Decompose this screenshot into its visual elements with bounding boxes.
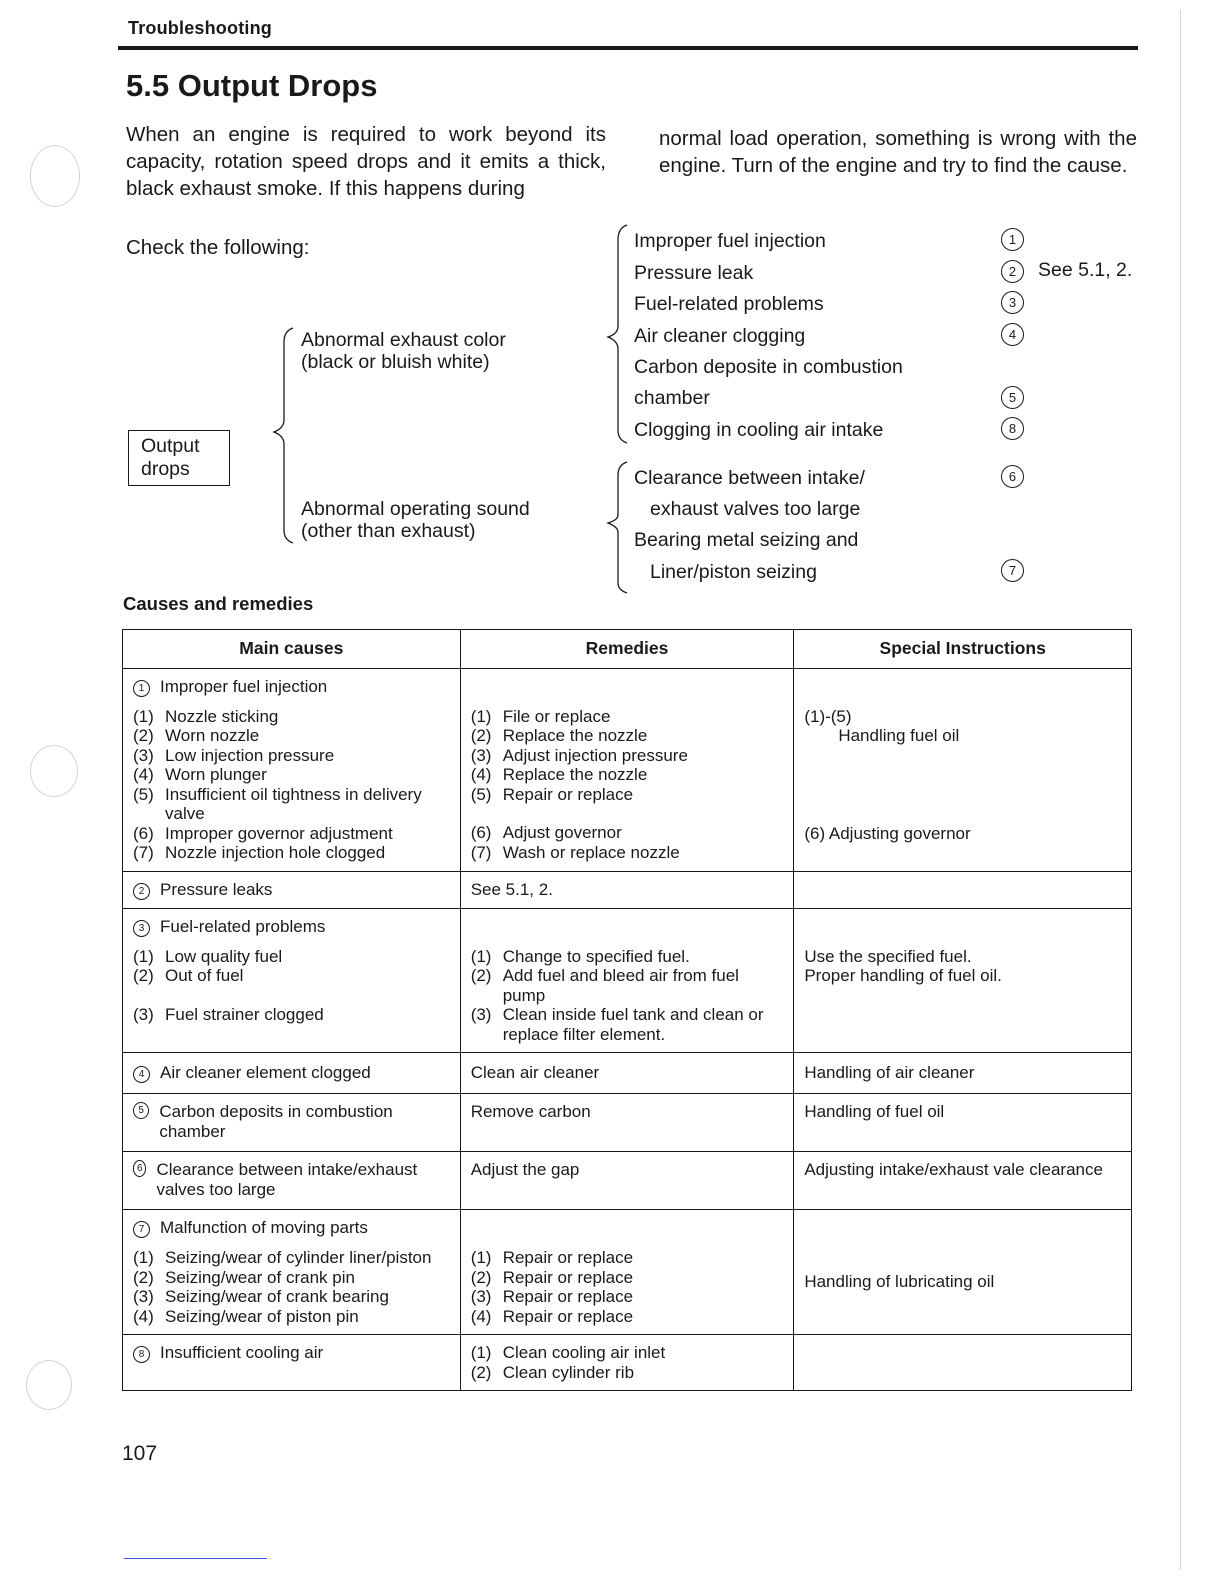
item-number: (3)	[470, 745, 492, 765]
table-row	[123, 668, 1132, 871]
list-item	[471, 1248, 784, 1268]
table-row	[123, 1335, 1132, 1391]
cause-cell	[123, 1335, 461, 1391]
special-text: Use the specified fuel.	[804, 946, 972, 966]
causes-heading: Causes and remedies	[123, 593, 314, 614]
table-header-row	[123, 630, 1132, 669]
item-text: Out of fuel	[165, 966, 244, 985]
cause-line: Pressure leak	[634, 262, 754, 284]
table-row	[123, 1210, 1132, 1335]
item-number: (3)	[470, 1287, 492, 1306]
number-circle: 7	[1001, 559, 1024, 582]
number-circle: 7	[133, 1221, 150, 1238]
number-circle: 1	[1001, 228, 1024, 251]
item-text: Low injection pressure	[165, 745, 335, 765]
item-text: Repair or replace	[502, 1267, 634, 1287]
item-number: (4)	[470, 1306, 492, 1326]
number-circle: 3	[1001, 291, 1024, 314]
cause-line: Air cleaner clogging	[634, 325, 806, 347]
item-number: (2)	[470, 1267, 492, 1287]
special-cell: Adjusting intake/exhaust vale clearance	[794, 1152, 1132, 1210]
list-item	[471, 1268, 784, 1288]
remedy-cell	[460, 1335, 794, 1391]
item-number: (7)	[470, 842, 492, 862]
list-item	[133, 1248, 450, 1268]
remedy-cell: Clean air cleaner	[460, 1053, 794, 1094]
item-text: Seizing/wear of piston pin	[165, 1306, 359, 1326]
page-title: 5.5 Output Drops	[126, 68, 378, 103]
list-item	[133, 707, 450, 727]
item-text: Clean cylinder rib	[502, 1362, 635, 1382]
list-item	[471, 785, 784, 805]
list-item	[471, 1287, 784, 1307]
intro-left-paragraph: When an engine is required to work beyond its capacity, rotation speed drops and it emits a thick, black exhaust smoke. If this happens during	[126, 123, 606, 200]
number-circle: 8	[1001, 417, 1024, 440]
symptom-exhaust-color	[301, 329, 506, 373]
item-number: (2)	[133, 726, 154, 745]
item-number: (6)	[133, 823, 154, 843]
item-text: Seizing/wear of crank bearing	[165, 1287, 389, 1306]
item-number: (2)	[470, 1362, 492, 1382]
item-text: Seizing/wear of crank pin	[165, 1267, 355, 1287]
number-circle: 6	[133, 1160, 146, 1177]
number-circle: 4	[133, 1066, 150, 1083]
cause-title-text: Clearance between intake/exhaust valves too large	[156, 1160, 418, 1199]
list-item	[471, 966, 784, 1005]
list-item	[471, 1363, 784, 1383]
special-cell	[794, 668, 1132, 871]
item-number: (4)	[470, 765, 492, 784]
punch-hole-mark	[26, 1360, 72, 1410]
cause-line: Clearance between intake/	[634, 467, 865, 489]
number-circle: 4	[1001, 323, 1024, 346]
symptom-line: Abnormal operating sound	[301, 498, 530, 520]
list-item	[471, 765, 784, 785]
item-text: Fuel strainer clogged	[165, 1004, 324, 1024]
cause-line: Fuel-related problems	[634, 293, 824, 315]
item-text: Add fuel and bleed air from fuel pump	[502, 966, 739, 1005]
item-number: (6)	[470, 823, 492, 842]
list-item	[471, 823, 784, 843]
item-number: (4)	[133, 765, 154, 784]
cause-line: exhaust valves too large	[650, 498, 861, 520]
item-number: (1)	[470, 1343, 492, 1362]
item-number: (2)	[133, 1267, 154, 1287]
item-number: (2)	[133, 966, 154, 985]
list-item	[471, 707, 784, 727]
table-row	[123, 1053, 1132, 1094]
cause-title	[133, 677, 450, 697]
list-item	[133, 947, 450, 967]
list-item	[471, 726, 784, 746]
list-item	[133, 1307, 450, 1327]
list-item	[133, 843, 450, 863]
see-reference: See 5.1, 2.	[1038, 259, 1133, 281]
list-item	[471, 1307, 784, 1327]
special-cell	[794, 1210, 1132, 1335]
cause-title-text: Carbon deposits in combustion chamber	[159, 1102, 393, 1141]
item-text: Replace the nozzle	[502, 726, 648, 745]
list-item	[133, 824, 450, 844]
item-number: (7)	[133, 843, 154, 862]
item-number: (5)	[133, 784, 154, 804]
item-number: (1)	[470, 1248, 492, 1267]
table-row	[123, 871, 1132, 908]
cause-cell	[123, 908, 461, 1053]
item-text: File or replace	[502, 706, 611, 726]
box-line: drops	[141, 458, 190, 480]
remedy-cell	[460, 1210, 794, 1335]
table-row	[123, 1152, 1132, 1210]
remedy-cell	[460, 908, 794, 1053]
item-number: (2)	[470, 966, 492, 985]
number-circle: 6	[1001, 465, 1024, 488]
cause-line: Liner/piston seizing	[650, 561, 817, 583]
cause-cell	[123, 871, 461, 908]
number-circle: 2	[1001, 260, 1024, 283]
item-number: (5)	[470, 784, 492, 804]
item-number: (1)	[470, 946, 492, 966]
remedy-cell	[460, 668, 794, 871]
header-remedies: Remedies	[460, 630, 794, 669]
special-text: Proper handling of fuel oil.	[804, 966, 1002, 985]
special-text: (6) Adjusting governor	[804, 823, 971, 843]
item-number: (1)	[133, 706, 154, 726]
page-number: 107	[122, 1442, 158, 1465]
special-cell	[794, 1335, 1132, 1391]
cause-cell	[123, 1152, 461, 1210]
number-circle: 2	[133, 883, 150, 900]
list-item	[133, 1287, 450, 1307]
list-item	[133, 1268, 450, 1288]
remedy-cell: Adjust the gap	[460, 1152, 794, 1210]
list-item	[133, 785, 450, 824]
item-text: Wash or replace nozzle	[502, 842, 680, 862]
item-number: (1)	[133, 946, 154, 966]
list-item	[471, 843, 784, 863]
cause-title	[133, 1160, 450, 1199]
symptom-operating-sound	[301, 498, 530, 542]
cause-title	[133, 917, 450, 937]
item-number: (2)	[470, 726, 492, 745]
diagram-brackets	[0, 0, 1224, 620]
cause-title	[133, 1218, 450, 1238]
list-item	[471, 947, 784, 967]
footer-line	[124, 1558, 267, 1559]
special-cell: Handling of fuel oil	[794, 1094, 1132, 1152]
item-number: (1)	[133, 1248, 154, 1267]
item-number: (3)	[470, 1005, 492, 1024]
cause-cell	[123, 1053, 461, 1094]
cause-title-text: Pressure leaks	[160, 879, 273, 899]
list-item	[471, 1343, 784, 1363]
item-text: Repair or replace	[502, 1248, 634, 1267]
cause-cell	[123, 668, 461, 871]
item-number: (3)	[133, 1287, 154, 1306]
cause-line: Bearing metal seizing and	[634, 529, 859, 551]
cause-cell	[123, 1094, 461, 1152]
cause-title-text: Insufficient cooling air	[160, 1343, 324, 1362]
table-row	[123, 908, 1132, 1053]
remedy-cell: Remove carbon	[460, 1094, 794, 1152]
output-drops-box	[128, 430, 230, 486]
symptom-line: (other than exhaust)	[301, 520, 476, 542]
special-text: Handling fuel oil	[838, 726, 960, 745]
item-text: Low quality fuel	[165, 946, 283, 966]
number-circle: 5	[133, 1102, 149, 1119]
item-text: Nozzle sticking	[165, 706, 279, 726]
cause-title-text: Air cleaner element clogged	[160, 1063, 371, 1082]
cause-line: Clogging in cooling air intake	[634, 419, 884, 441]
item-text: Worn plunger	[165, 765, 267, 784]
item-number: (1)	[470, 706, 492, 726]
check-label: Check the following:	[126, 236, 310, 259]
list-item	[133, 966, 450, 986]
symptom-line: Abnormal exhaust color	[301, 329, 506, 351]
item-number: (3)	[133, 745, 154, 765]
item-text: Nozzle injection hole clogged	[165, 843, 386, 862]
item-text: Repair or replace	[502, 784, 634, 804]
cause-group2-bracket	[608, 462, 627, 593]
cause-title-text: Malfunction of moving parts	[160, 1218, 368, 1237]
cause-group1-bracket	[608, 225, 627, 443]
cause-title-text: Improper fuel injection	[160, 676, 328, 696]
cause-title-text: Fuel-related problems	[160, 916, 326, 936]
intro-right-paragraph: normal load operation, something is wrong with the engine. Turn of the engine and try to find the cause.	[659, 127, 1137, 177]
symptom-bracket	[274, 328, 293, 543]
table-row	[123, 1094, 1132, 1152]
item-text: Adjust injection pressure	[502, 745, 688, 765]
section-label: Troubleshooting	[128, 18, 272, 38]
number-circle: 5	[1001, 386, 1024, 409]
cause-title	[133, 1102, 450, 1141]
cause-line: Carbon deposite in combustion	[634, 356, 903, 378]
list-item	[471, 746, 784, 766]
special-cell	[794, 871, 1132, 908]
item-text: Change to specified fuel.	[502, 946, 690, 966]
causes-remedies-table	[122, 629, 1132, 1391]
cause-line: Improper fuel injection	[634, 230, 826, 252]
item-number: (4)	[133, 1306, 154, 1326]
number-circle: 3	[133, 920, 150, 937]
item-text: Insufficient oil tightness in delivery valve	[165, 784, 422, 823]
header-main-causes: Main causes	[123, 630, 461, 669]
item-text: Repair or replace	[502, 1287, 634, 1306]
item-text: Worn nozzle	[165, 726, 260, 745]
item-text: Clean cooling air inlet	[502, 1343, 666, 1362]
number-circle: 1	[133, 680, 150, 697]
cause-line: chamber	[634, 387, 710, 409]
item-text: Adjust governor	[502, 823, 622, 842]
cause-cell	[123, 1210, 461, 1335]
special-cell	[794, 908, 1132, 1053]
item-text: Repair or replace	[502, 1306, 634, 1326]
list-item	[133, 746, 450, 766]
header-special-instructions: Special Instructions	[794, 630, 1132, 669]
item-number: (3)	[133, 1004, 154, 1024]
special-text: Handling of lubricating oil	[804, 1272, 995, 1292]
remedy-cell: See 5.1, 2.	[460, 871, 794, 908]
list-item	[471, 1005, 784, 1044]
item-text: Replace the nozzle	[502, 765, 648, 784]
item-text: Improper governor adjustment	[165, 823, 393, 843]
symptom-line: (black or bluish white)	[301, 351, 490, 373]
special-cell: Handling of air cleaner	[794, 1053, 1132, 1094]
number-circle: 8	[133, 1346, 150, 1363]
item-text: Clean inside fuel tank and clean or replace filter element.	[502, 1005, 764, 1044]
list-item	[133, 726, 450, 746]
special-text: (1)-(5)	[804, 706, 852, 726]
item-text: Seizing/wear of cylinder liner/piston	[165, 1248, 432, 1267]
box-line: Output	[141, 435, 200, 457]
list-item	[133, 765, 450, 785]
punch-hole-mark	[30, 745, 78, 797]
list-item	[133, 1005, 450, 1025]
